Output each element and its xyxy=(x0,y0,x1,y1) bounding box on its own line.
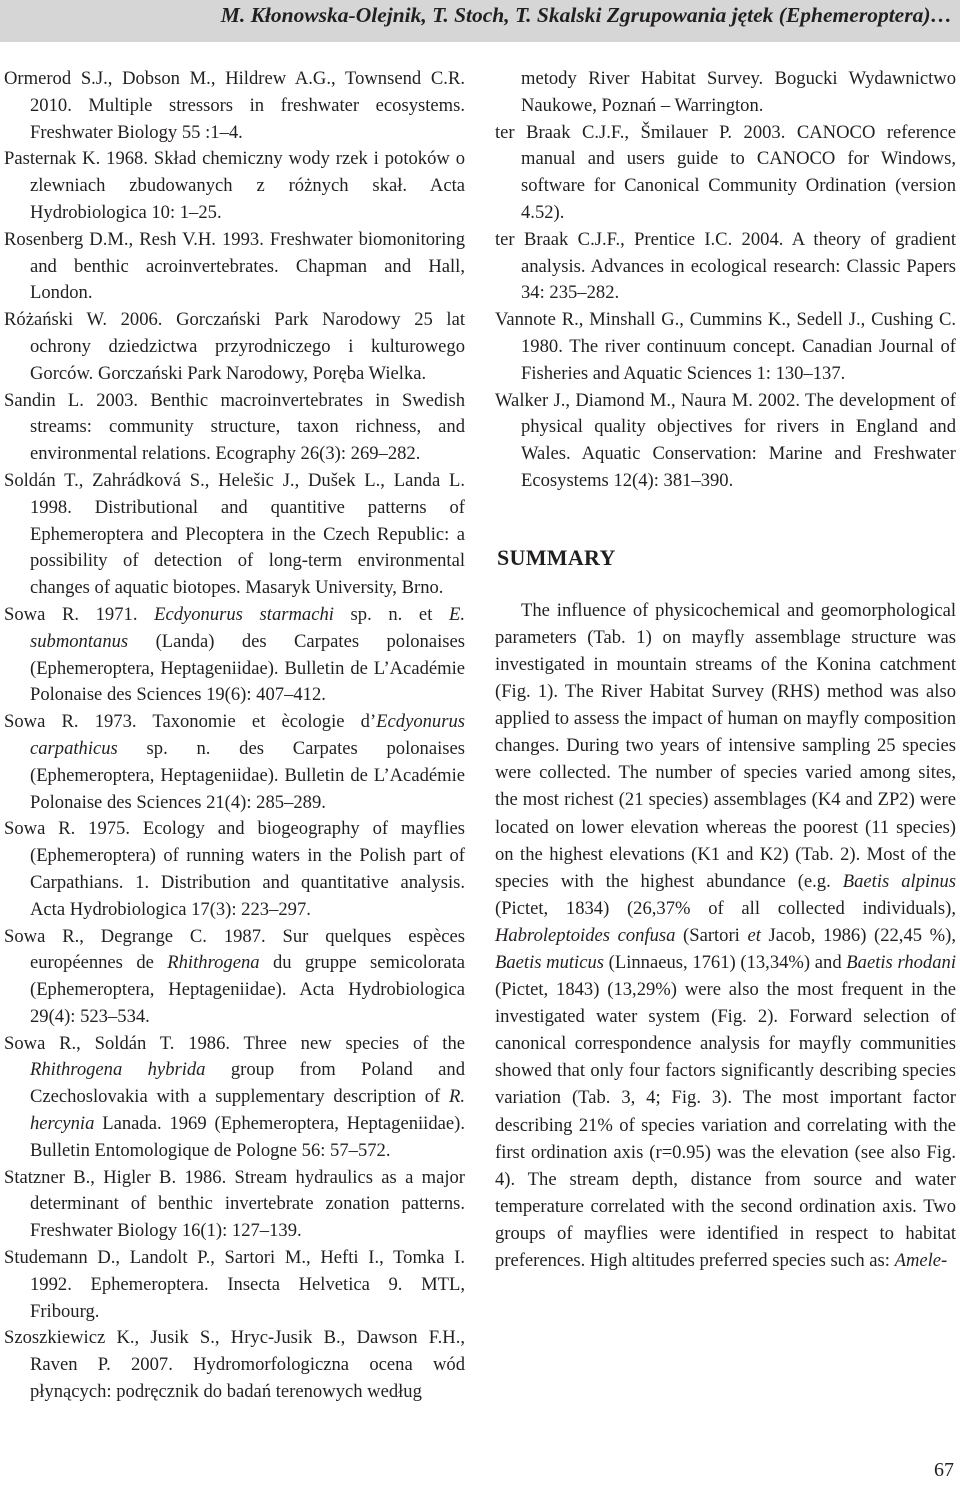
text-segment: Jacob, 1986) (22,45 %), xyxy=(760,924,956,946)
reference-entry xyxy=(4,307,465,387)
italic-taxon-text: Ecdyonurus carpathicus xyxy=(30,711,465,759)
italic-taxon-text: Rhithrogena hybrida xyxy=(30,1059,206,1081)
italic-taxon-text: Baetis muticus xyxy=(495,951,604,973)
reference-entry xyxy=(4,1325,465,1405)
left-column xyxy=(4,66,465,1406)
text-segment: Studemann D., Landolt P., Sartori M., Hefti I., Tomka I. 1992. Ephemeroptera. Insecta Helvetica 9. MTL, Fribourg. xyxy=(4,1247,465,1322)
italic-taxon-text: Amele- xyxy=(894,1250,948,1271)
italic-taxon-text: E. submontanus xyxy=(30,603,465,652)
text-segment: Ormerod S.J., Dobson M., Hildrew A.G., Townsend C.R. 2010. Multiple stressors in freshwater ecosystems. Freshwater Biology 55 :1–4. xyxy=(4,68,465,143)
text-segment: Różański W. 2006. Gorczański Park Narodowy 25 lat ochrony dziedzictwa przyrodniczego i kulturowego Gorców. Gorczański Park Narodowy, Poręba Wielka. xyxy=(4,309,465,384)
text-segment: sp. n. des Carpates polonaises (Ephemeroptera, Heptageniidae). Bulletin de L’Académie Polonaise des Sciences 21(4): 285–289. xyxy=(30,737,465,813)
text-segment: Sowa R. 1971. xyxy=(4,603,155,625)
page-number: 67 xyxy=(934,1459,954,1481)
text-segment: group from Poland and Czechoslovakia with a supplementary description of xyxy=(30,1059,465,1108)
italic-taxon-text: Ecdyonurus starmachi xyxy=(154,603,334,625)
text-segment: The influence of physicochemical and geomorphological parameters (Tab. 1) on mayfly assemblage structure was investigated in mountain streams of the Konina catchment (Fig. 1). The River Habitat Survey (RHS) method was also applied to assess the impact of human on mayfly composition changes. During two years of intensive sampling 25 species were collected. The number of species varied among sites, the most richest (21 species) assemblages (K4 and ZP2) were located on lower elevation whereas the poorest (11 species) on the highest elevations (K1 and K2) (Tab. 2). Most of the species with the highest abundance (e.g. xyxy=(495,599,956,892)
text-segment: du gruppe semicolorata (Ephemeroptera, Heptageniidae). Acta Hydrobiologica 29(4): 523–534. xyxy=(30,952,465,1027)
italic-taxon-text: Habroleptoides confusa xyxy=(495,924,676,946)
italic-taxon-text: Rhithrogena xyxy=(167,952,260,974)
text-segment: ter Braak C.J.F., Prentice I.C. 2004. A theory of gradient analysis. Advances in ecological research: Classic Papers 34: 235–282. xyxy=(495,228,956,304)
text-segment: Vannote R., Minshall G., Cummins K., Sedell J., Cushing C. 1980. The river continuum concept. Canadian Journal of Fisheries and Aquatic Sciences 1: 130–137. xyxy=(495,309,956,384)
italic-taxon-text: Baetis alpinus xyxy=(842,870,956,892)
reference-entry xyxy=(4,709,465,816)
summary-paragraph xyxy=(495,597,956,1274)
text-segment: (Pictet, 1834) (26,37% of all collected individuals), xyxy=(495,897,956,919)
reference-entry xyxy=(4,227,465,307)
text-segment: Sandin L. 2003. Benthic macroinvertebrates in Swedish streams: community structure, taxon richness, and environmental relations. Ecography 26(3): 269–282. xyxy=(4,389,465,465)
reference-list-continued xyxy=(495,66,956,495)
text-segment: (Linnaeus, 1761) (13,34%) and xyxy=(604,951,847,973)
reference-entry xyxy=(4,468,465,602)
running-header-title: M. Kłonowska-Olejnik, T. Stoch, T. Skalski Zgrupowania jętek (Ephemeroptera)… xyxy=(220,3,952,27)
text-segment: Sowa R., Degrange C. 1987. Sur quelques espèces européennes de xyxy=(4,925,465,974)
text-segment: Sowa R., Soldán T. 1986. Three new species of the xyxy=(4,1032,465,1054)
reference-entry xyxy=(4,1165,465,1245)
reference-continuation xyxy=(521,66,956,120)
text-segment: metody River Habitat Survey. Bogucki Wydawnictwo Naukowe, Poznań – Warrington. xyxy=(521,68,956,116)
text-segment: Sowa R. 1973. Taxonomie et ècologie d’ xyxy=(4,711,377,733)
text-segment: Pasternak K. 1968. Skład chemiczny wody rzek i potoków o zlewniach zbudowanych z różnych skał. Acta Hydrobiologica 10: 1–25. xyxy=(4,148,465,223)
text-segment: Szoszkiewicz K., Jusik S., Hryc-Jusik B., Dawson F.H., Raven P. 2007. Hydromorfologiczna ocena wód płynących: podręcznik do badań terenowych według xyxy=(4,1327,465,1403)
text-segment: Lanada. 1969 (Ephemeroptera, Heptageniidae). Bulletin Entomologique de Pologne 56: 57–572. xyxy=(30,1113,465,1161)
reference-entry xyxy=(495,388,956,495)
reference-entry xyxy=(4,602,465,709)
reference-entry xyxy=(4,388,465,468)
text-segment: (Pictet, 1843) (13,29%) were also the most frequent in the investigated water system (Fig. 2). Forward selection of canonical correspondence analysis for mayfly communities showed that only four factors significantly describing species variation (Tab. 3, 4; Fig. 3). The most important factor describing 21% of species variation and correlating with the first ordination axis (r=0.95) was the elevation (see also Fig. 4). The stream depth, distance from source and water temperature correlated with the second ordination axis. Two groups of mayflies were identified in respect to habitat preferences. High altitudes preferred species such as: xyxy=(495,979,956,1271)
reference-entry xyxy=(4,1031,465,1165)
italic-taxon-text: Baetis rhodani xyxy=(846,951,956,973)
reference-entry xyxy=(495,307,956,387)
text-segment: Rosenberg D.M., Resh V.H. 1993. Freshwater biomonitoring and benthic acroinvertebrates. Chapman and Hall, London. xyxy=(4,228,465,304)
text-segment: Sowa R. 1975. Ecology and biogeography of mayflies (Ephemeroptera) of running waters in the Polish part of Carpathians. 1. Distribution and quantitative analysis. Acta Hydrobiologica 17(3): 223–297. xyxy=(4,818,465,920)
italic-taxon-text: R. hercynia xyxy=(30,1086,465,1135)
reference-entry xyxy=(495,120,956,227)
summary-heading: SUMMARY xyxy=(497,544,616,570)
text-segment: Soldán T., Zahrádková S., Helešic J., Dušek L., Landa L. 1998. Distributional and quantitive patterns of Ephemeroptera and Plecoptera in the Czech Republic: a possibility of detection of long-term environmental changes of aquatic biotopes. Masaryk University, Brno. xyxy=(4,469,465,599)
running-header xyxy=(0,0,960,42)
reference-entry xyxy=(495,227,956,307)
text-segment: sp. n. et xyxy=(333,603,449,625)
reference-entry xyxy=(4,146,465,226)
italic-taxon-text: et xyxy=(747,924,761,946)
text-segment: Walker J., Diamond M., Naura M. 2002. The development of physical quality objectives for rivers in England and Wales. Aquatic Conservation: Marine and Freshwater Ecosystems 12(4): 381–390. xyxy=(495,389,956,491)
text-segment: (Sartori xyxy=(675,924,748,946)
reference-entry xyxy=(4,66,465,146)
right-column xyxy=(495,66,956,1274)
text-segment: Statzner B., Higler B. 1986. Stream hydraulics as a major determinant of benthic invertebrate zonation patterns. Freshwater Biology 16(1): 127–139. xyxy=(4,1166,465,1242)
text-segment: ter Braak C.J.F., Šmilauer P. 2003. CANOCO reference manual and users guide to CANOCO for Windows, software for Canonical Community Ordination (version 4.52). xyxy=(495,121,956,223)
reference-entry xyxy=(4,924,465,1031)
text-segment: (Landa) des Carpates polonaises (Ephemeroptera, Heptageniidae). Bulletin de L’Académie Polonaise des Sciences 19(6): 407–412. xyxy=(30,630,465,706)
reference-entry xyxy=(4,816,465,923)
reference-entry xyxy=(4,1245,465,1325)
